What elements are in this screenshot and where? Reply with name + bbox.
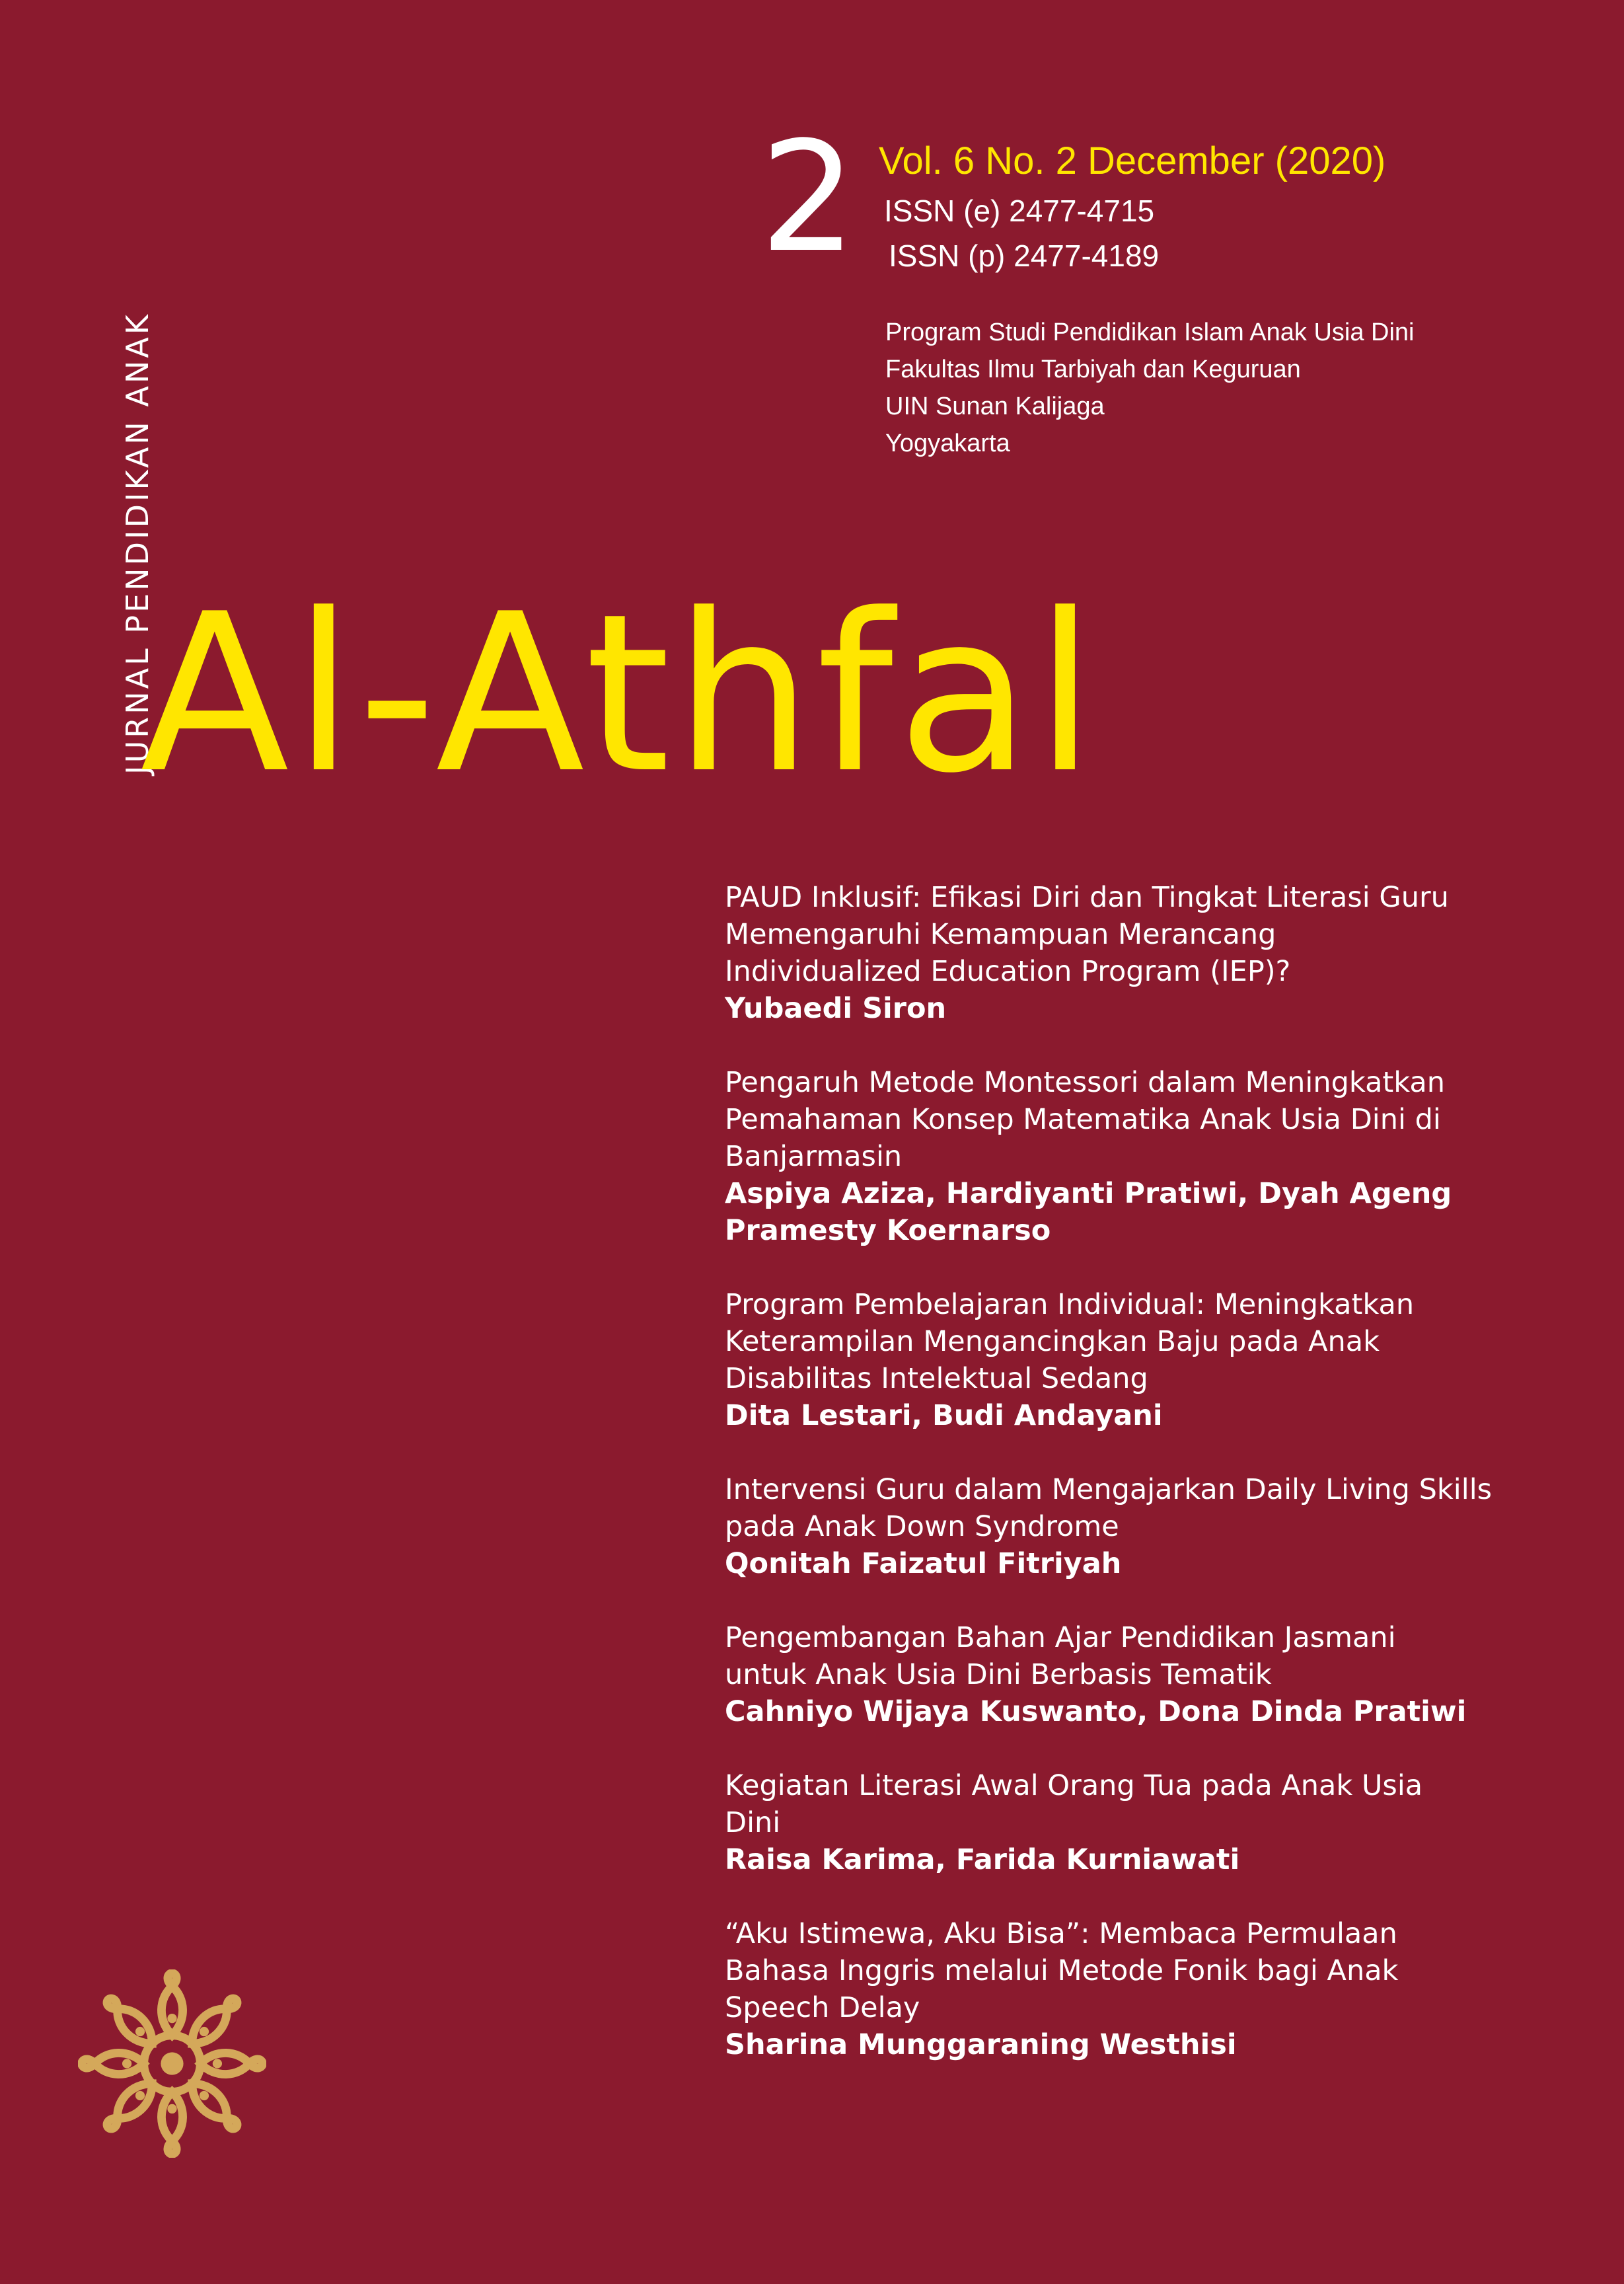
article-authors: Pramesty Koernarso xyxy=(725,1214,1051,1247)
article-entry xyxy=(725,1471,1597,1582)
article-title-line: Pemahaman Konsep Matematika Anak Usia Dini di xyxy=(725,1103,1441,1136)
article-title-line: Kegiatan Literasi Awal Orang Tua pada Anak Usia xyxy=(725,1769,1423,1802)
article-title-line: Speech Delay xyxy=(725,1991,920,2024)
article-title-line: untuk Anak Usia Dini Berbasis Tematik xyxy=(725,1658,1272,1691)
article-title-line: Pengaruh Metode Montessori dalam Meningkatkan xyxy=(725,1066,1446,1099)
article-entry xyxy=(725,1915,1597,2063)
article-title-line: Intervensi Guru dalam Mengajarkan Daily Living Skills xyxy=(725,1473,1493,1506)
article-title-line: Individualized Education Program (IEP)? xyxy=(725,955,1291,988)
article-title-line: Memengaruhi Kemampuan Merancang xyxy=(725,918,1276,951)
article-authors: Dita Lestari, Budi Andayani xyxy=(725,1399,1163,1432)
issn-electronic: ISSN (e) 2477-4715 xyxy=(884,194,1155,228)
publisher-line: Yogyakarta xyxy=(885,430,1010,457)
article-title-line: PAUD Inklusif: Efikasi Diri dan Tingkat Literasi Guru xyxy=(725,881,1449,914)
article-title-line: Dini xyxy=(725,1806,781,1839)
article-entry xyxy=(725,1064,1597,1249)
article-title-line: Bahasa Inggris melalui Metode Fonik bagi Anak xyxy=(725,1954,1399,1987)
issn-print: ISSN (p) 2477-4189 xyxy=(889,239,1160,273)
article-title-line: “Aku Istimewa, Aku Bisa”: Membaca Permulaan xyxy=(725,1917,1397,1950)
article-title-line: pada Anak Down Syndrome xyxy=(725,1510,1119,1543)
vertical-journal-label: JURNAL PENDIDIKAN ANAK xyxy=(120,312,155,775)
article-authors: Cahniyo Wijaya Kuswanto, Dona Dinda Pratiwi xyxy=(725,1695,1467,1728)
article-title-line: Keterampilan Mengancingkan Baju pada Anak xyxy=(725,1325,1380,1358)
article-entry xyxy=(725,1619,1597,1730)
article-list xyxy=(725,879,1597,2100)
article-title-line: Pengembangan Bahan Ajar Pendidikan Jasmani xyxy=(725,1621,1396,1654)
article-authors: Sharina Munggaraning Westhisi xyxy=(725,2028,1237,2061)
article-authors: Raisa Karima, Farida Kurniawati xyxy=(725,1843,1240,1876)
publisher-line: Fakultas Ilmu Tarbiyah dan Keguruan xyxy=(885,356,1301,383)
ornament-icon xyxy=(78,1969,266,2158)
publisher-line: UIN Sunan Kalijaga xyxy=(885,393,1105,420)
article-entry xyxy=(725,1286,1597,1434)
article-entry xyxy=(725,879,1597,1027)
article-authors: Aspiya Aziza, Hardiyanti Pratiwi, Dyah Ageng xyxy=(725,1177,1452,1210)
article-authors: Qonitah Faizatul Fitriyah xyxy=(725,1547,1122,1580)
article-title-line: Disabilitas Intelektual Sedang xyxy=(725,1362,1148,1395)
article-entry xyxy=(725,1767,1597,1878)
volume-info: Vol. 6 No. 2 December (2020) xyxy=(879,139,1386,182)
publisher-block xyxy=(885,314,1415,462)
article-title-line: Banjarmasin xyxy=(725,1140,903,1173)
publisher-line: Program Studi Pendidikan Islam Anak Usia Dini xyxy=(885,319,1415,346)
journal-title: Al-Athfal xyxy=(140,567,1099,821)
article-title-line: Program Pembelajaran Individual: Meningkatkan xyxy=(725,1288,1415,1321)
article-authors: Yubaedi Siron xyxy=(725,992,947,1025)
issue-number: 2 xyxy=(760,110,857,286)
